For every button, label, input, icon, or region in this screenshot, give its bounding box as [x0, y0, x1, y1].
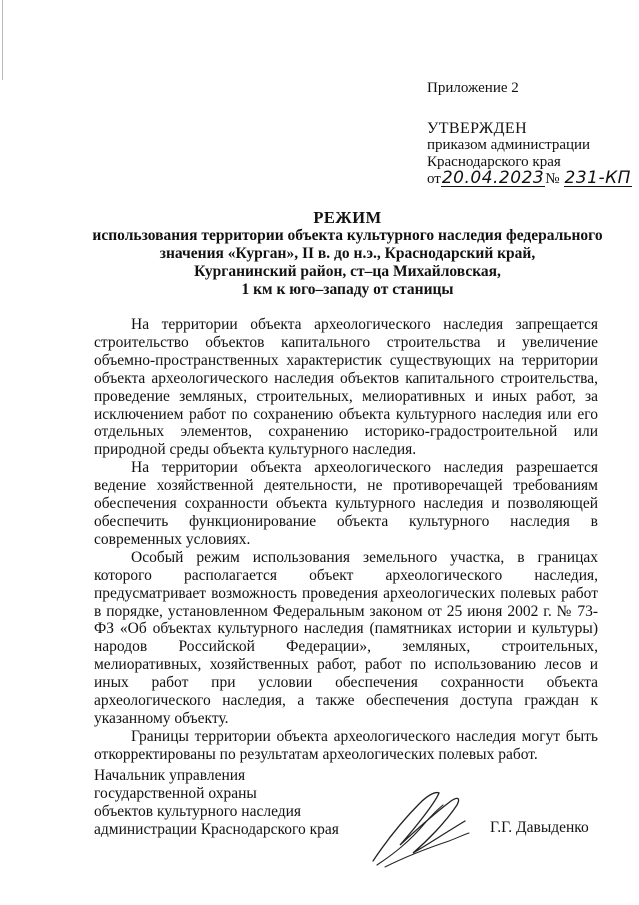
order-date-line: [427, 168, 632, 188]
paragraph: Особый режим использования земельного участка, в границах которого располагается объект археологического наследия, предусматривает возможность проведения археологических полевых работ в порядке, установленном Федеральным законом от 25 июня 2002 г. № 73-ФЗ «Об объектах культурного наследия (памятниках истории и культуры) народов Российской Федерации», земляных, строительных, мелиоративных, хозяйственных работ, работ по использованию лесов и иных работ при условии обеспечения сохранности объекта археологического наследия, а также обеспечения доступа граждан к указанному объекту.: [94, 548, 598, 727]
position-line-2: государственной охраны: [94, 784, 257, 802]
handwritten-signature: [365, 783, 475, 873]
title-line-1: использования территории объекта культурного наследия федерального: [92, 227, 603, 244]
approved-by-region: Краснодарского края: [427, 154, 561, 170]
order-number: 231-КП: [564, 168, 631, 188]
position-line-1: Начальник управления: [94, 767, 246, 784]
position-line-3: объектов культурного наследия: [94, 802, 302, 820]
approval-stamp: [427, 80, 632, 188]
title-line-4: 1 км к юго–западу от станицы: [241, 281, 454, 298]
scan-edge-mark: [2, 0, 3, 80]
title-line-2: значения «Курган», II в. до н.э., Краснодарский край,: [159, 245, 536, 262]
annex-label: Приложение 2: [427, 80, 519, 96]
number-prefix: №: [545, 171, 560, 187]
date-prefix: от: [427, 171, 441, 187]
order-date: 20.04.2023: [441, 168, 545, 188]
title-line-3: Курганинский район, ст–ца Михайловская,: [194, 263, 501, 280]
signatory-position: [94, 767, 339, 839]
paragraph: На территории объекта археологического наследия запрещается строительство объектов капитального строительства и увеличение объемно-пространственных характеристик существующих на территории объекта археологического наследия объектов капитального строительства, проведение земляных, строительных, мелиоративных и иных работ, за исключением работ по сохранению объекта культурного наследия или его отдельных элементов, сохранению историко-градостроительной или природной среды объекта культурного наследия.: [94, 316, 598, 459]
title-head: РЕЖИМ: [313, 208, 382, 227]
document-body: [94, 316, 598, 764]
signer-name: Г.Г. Давыденко: [490, 819, 589, 836]
paragraph: На территории объекта археологического наследия разрешается ведение хозяйственной деятельности, не противоречащей требованиям обеспечения сохранности объекта культурного наследия и позволяющей обеспечить функционирование объекта культурного наследия в современных условиях.: [94, 459, 598, 548]
approved-by-line: приказом администрации: [427, 137, 591, 153]
paragraph: Границы территории объекта археологического наследия могут быть откорректированы по результатам археологических полевых работ.: [94, 727, 598, 763]
document-title: [60, 209, 635, 299]
approved-label: УТВЕРЖДЕН: [427, 120, 528, 137]
position-line-4: администрации Краснодарского края: [94, 820, 339, 838]
